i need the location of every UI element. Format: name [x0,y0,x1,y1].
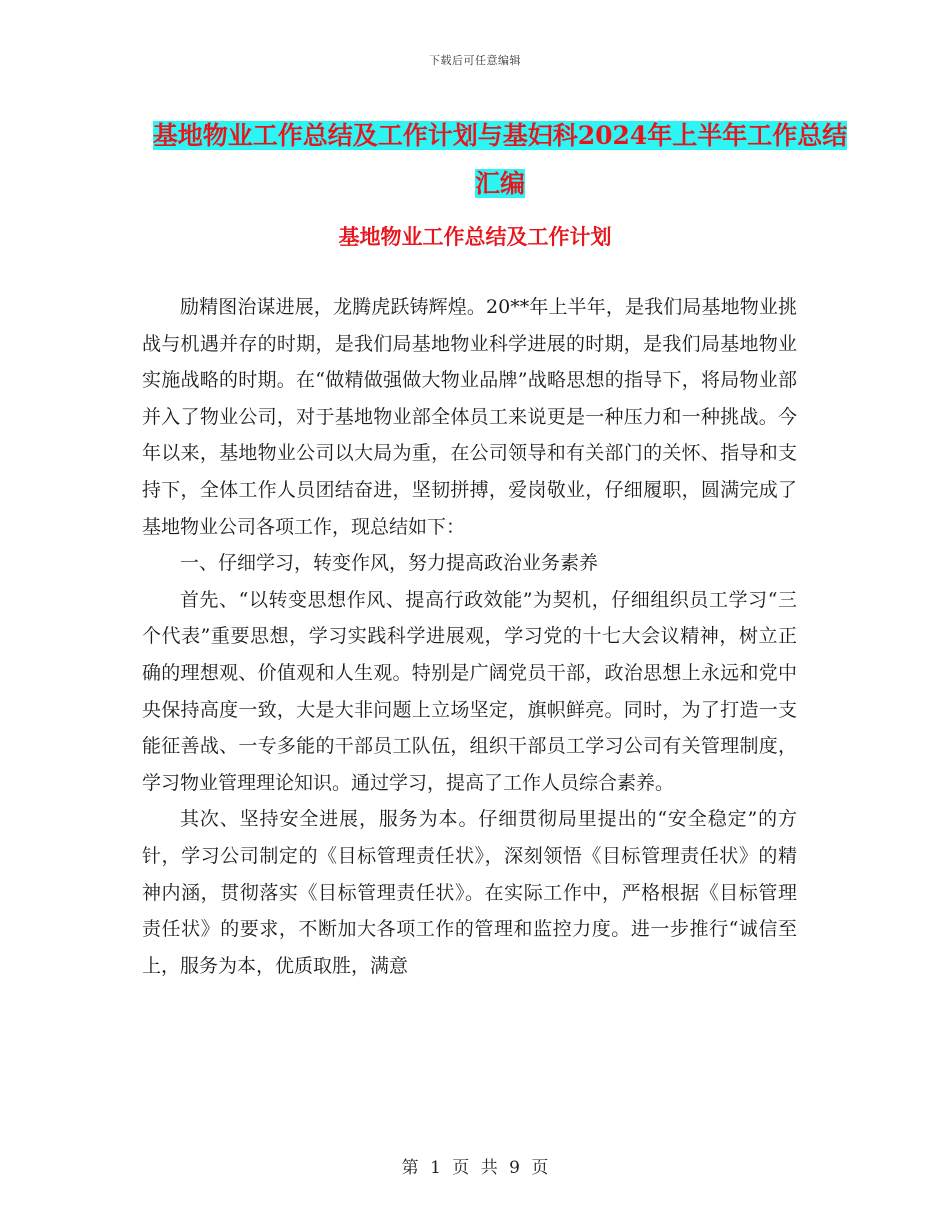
page-header: 下载后可任意编辑 [429,54,521,67]
section-title: 基地物业工作总结及工作计划 [338,224,612,249]
document-title-text: 基地物业工作总结及工作计划与基妇科2024年上半年工作总结汇编 [152,121,848,198]
document-body [142,289,797,984]
paragraph-intro: 励精图治谋进展，龙腾虎跃铸辉煌。20**年上半年，是我们局基地物业挑战与机遇并存的时期，是我们局基地物业科学进展的时期，是我们局基地物业实施战略的时期。在“做精做强做大物业品牌”战略思想的指导下，将局物业部并入了物业公司，对于基地物业部全体员工来说更是一种压力和一种挑战。今年以来，基地物业公司以大局为重，在公司领导和有关部门的关怀、指导和支持下，全体工作人员团结奋进，坚韧拼搏，爱岗敬业，仔细履职，圆满完成了基地物业公司各项工作，现总结如下： [142,296,797,538]
page-footer: 第 1 页 共 9 页 [401,1158,549,1178]
paragraph-heading-1: 一、仔细学习，转变作风，努力提高政治业务素养 [180,552,599,575]
paragraph-first: 首先、“以转变思想作风、提高行政效能”为契机，仔细组织员工学习“三个代表”重要思想，学习实践科学进展观，学习党的十七大会议精神，树立正确的理想观、价值观和人生观。特别是广阔党员干部，政治思想上永远和党中央保持高度一致，大是大非问题上立场坚定，旗帜鲜亮。同时，为了打造一支能征善战、一专多能的干部员工队伍，组织干部员工学习公司有关管理制度，学习物业管理理论知识。通过学习，提高了工作人员综合素养。 [142,588,797,794]
paragraph-second: 其次、坚持安全进展，服务为本。仔细贯彻局里提出的“安全稳定”的方针，学习公司制定的《目标管理责任状》，深刻领悟《目标管理责任状》的精神内涵，贯彻落实《目标管理责任状》。在实际工作中，严格根据《目标管理责任状》的要求，不断加大各项工作的管理和监控力度。进一步推行“诚信至上，服务为本，优质取胜，满意 [142,808,797,977]
document-title [150,112,850,208]
